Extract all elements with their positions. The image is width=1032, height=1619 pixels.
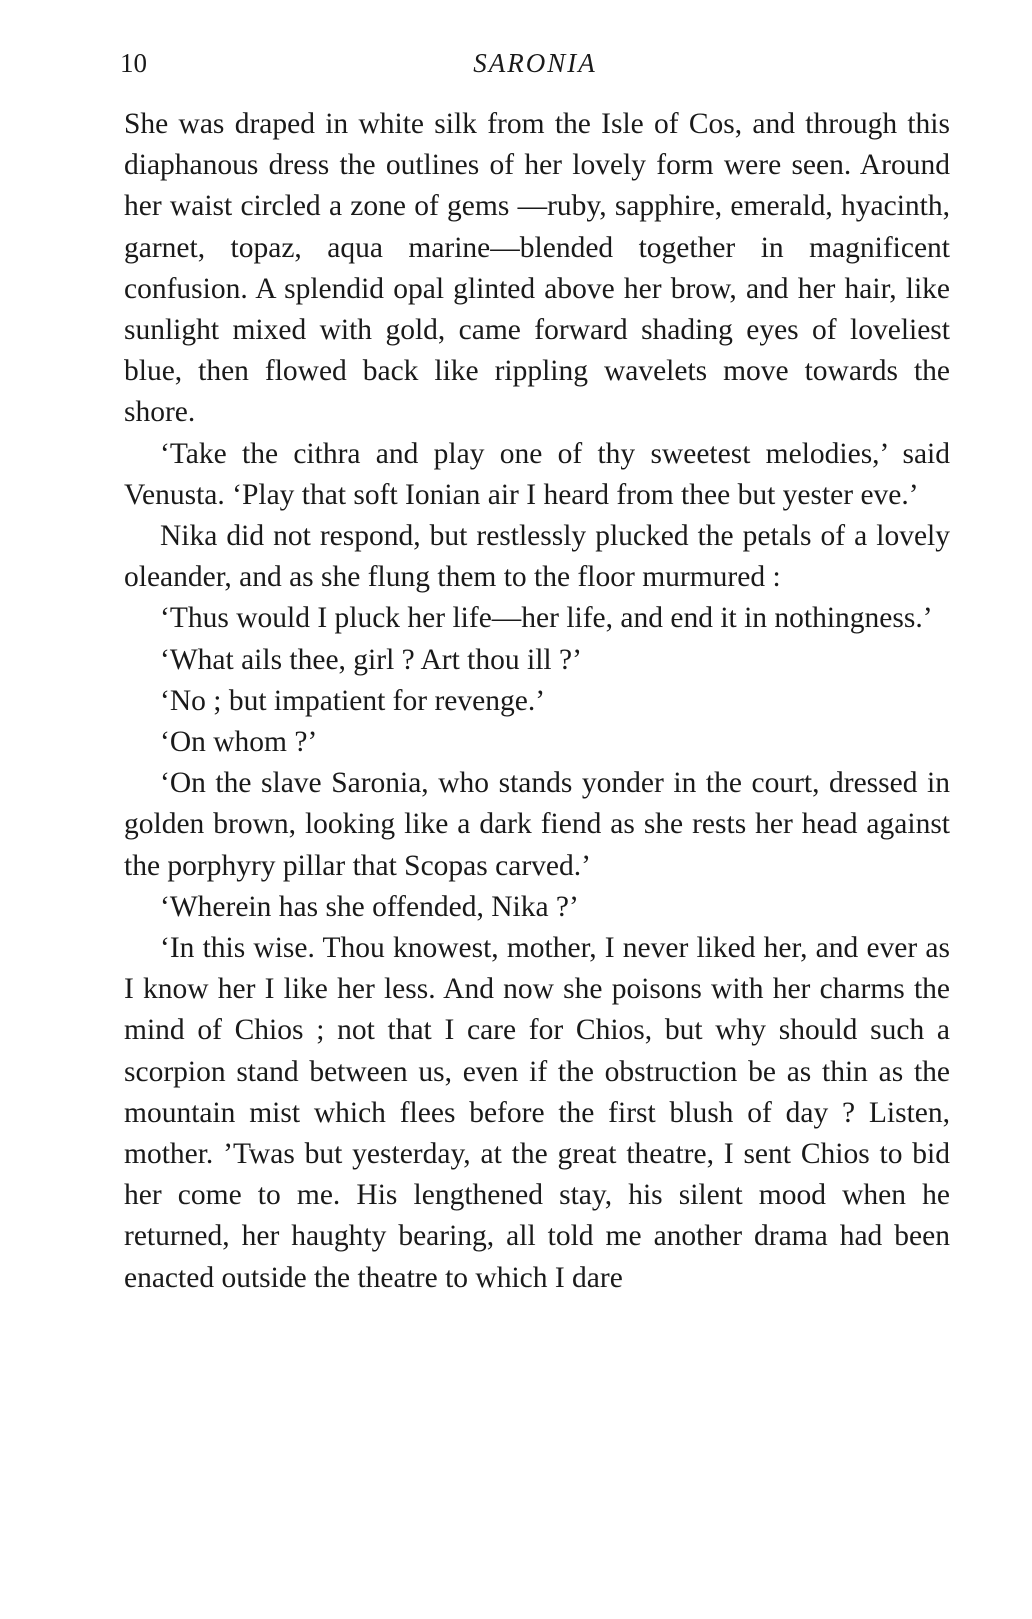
paragraph: ‘No ; but impatient for revenge.’ xyxy=(160,684,546,717)
body-text xyxy=(124,104,950,1299)
paragraph: ‘Thus would I pluck her life—her life, and end it in nothingness.’ xyxy=(160,602,933,635)
paragraph: ‘On whom ?’ xyxy=(160,726,318,759)
paragraph: She was draped in white silk from the Isle of Cos, and through this diaphanous dress the outlines of her lovely form were seen. Around her waist circled a zone of gems —ruby, sapphire, emerald, hyacinth, garnet, topaz, aqua marine—blended together in magnificent confusion. A splendid opal glinted above her brow, and her hair, like sunlight mixed with gold, came forward shading eyes of loveliest blue, then flowed back like rippling wavelets move towards the shore. xyxy=(124,108,950,429)
paragraph: ‘Take the cithra and play one of thy sweetest melodies,’ said Venusta. ‘Play that soft Ionian air I heard from thee but yester eve.’ xyxy=(124,437,950,511)
running-title: SARONIA xyxy=(473,48,597,78)
paragraph: ‘In this wise. Thou knowest, mother, I never liked her, and ever as I know her I like her less. And now she poisons with her charms the mind of Chios ; not that I care for Chios, but why should such a scorpion stand between us, even if the obstruction be as thin as the mountain mist which flees before the first blush of day ? Listen, mother. ’Twas but yesterday, at the great theatre, I sent Chios to bid her come to me. His lengthened stay, his silent mood when he returned, her haughty bearing, all told me another drama had been enacted outside the theatre to which I dare xyxy=(124,932,950,1294)
page-header xyxy=(120,48,950,88)
paragraph: ‘On the slave Saronia, who stands yonder in the court, dressed in golden brown, looking like a dark fiend as she rests her head against the porphyry pillar that Scopas carved.’ xyxy=(124,767,950,882)
paragraph: Nika did not respond, but restlessly plucked the petals of a lovely oleander, and as she flung them to the floor murmured : xyxy=(124,520,950,594)
paragraph: ‘Wherein has she offended, Nika ?’ xyxy=(160,890,579,923)
page-number: 10 xyxy=(120,48,147,78)
paragraph: ‘What ails thee, girl ? Art thou ill ?’ xyxy=(160,643,582,676)
